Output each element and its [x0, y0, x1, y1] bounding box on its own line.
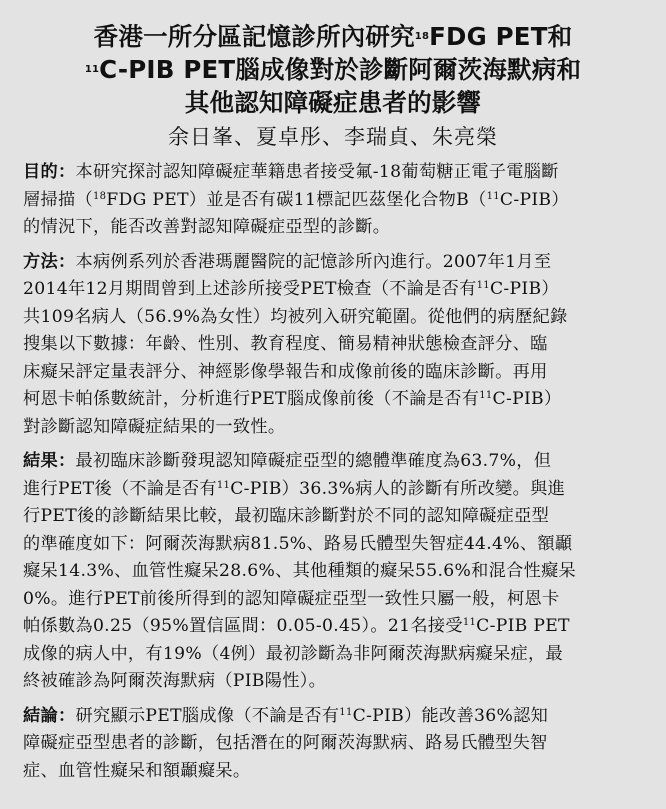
- conclusion-section: [23, 703, 643, 786]
- superscript: 18: [92, 190, 107, 202]
- results-text: 0%。進行PET前後所得到的認知障礙症亞型一致性只屬一般，柯恩卡: [23, 588, 560, 609]
- superscript: 11: [476, 280, 490, 291]
- results-label: 結果：: [23, 451, 76, 471]
- results-section: [23, 448, 643, 696]
- methods-text: 搜集以下數據：年齡、性別、教育程度、簡易精神狀態檢查評分、臨: [23, 334, 548, 354]
- title-text: 香港一所分區記憶診所內研究: [93, 22, 415, 51]
- methods-text: 床癡呆評定量表評分、神經影像學報告和成像前後的臨床診斷。再用: [23, 361, 548, 382]
- objective-text: 層掃描（: [23, 189, 93, 210]
- results-text: 最初臨床診斷發現認知障礙症亞型的總體準確度為63.7%，但: [75, 451, 552, 471]
- objective-label: 目的：: [23, 162, 76, 182]
- results-text: 進行PET後（不論是否有: [23, 478, 217, 499]
- methods-text: C-PIB）: [489, 279, 559, 299]
- paper-title: [23, 20, 643, 119]
- objective-section: [23, 159, 643, 242]
- title-superscript: 18: [414, 31, 430, 42]
- objective-text: FDG PET）並是否有碳11標記匹茲堡化合物B（: [106, 189, 487, 210]
- conclusion-label: 結論：: [23, 705, 76, 726]
- objective-text: C-PIB）: [499, 189, 569, 210]
- superscript: 11: [479, 390, 493, 401]
- results-text: 的準確度如下：阿爾茨海默病81.5%、路易氏體型失智症44.4%、額顳: [23, 533, 573, 554]
- title-text: C-PIB PET腦成像對於診斷阿爾茨海默病和: [99, 55, 582, 84]
- methods-text: 柯恩卡帕係數統計，分析進行PET腦成像前後（不論是否有: [23, 389, 480, 409]
- results-text: 終被確診為阿爾茨海默病（PIB陽性）。: [23, 671, 327, 691]
- methods-section: [23, 249, 643, 442]
- title-superscript: 11: [84, 64, 100, 75]
- title-text: FDG PET和: [429, 22, 573, 51]
- methods-text: 本病例系列於香港瑪麗醫院的記憶診所內進行。2007年1月至: [75, 251, 552, 272]
- results-text: 帕係數為0.25（95%置信區間：0.05-0.45）。21名接受: [23, 616, 463, 636]
- methods-text: 對診斷認知障礙症結果的一致性。: [23, 416, 286, 437]
- superscript: 11: [462, 617, 477, 628]
- results-text: C-PIB PET: [476, 616, 570, 636]
- methods-text: 共109名病人（56.9%為女性）均被列入研究範圍。從他們的病歷紀錄: [23, 306, 568, 327]
- conclusion-text: C-PIB）能改善36%認知: [352, 705, 549, 726]
- conclusion-text: 症、血管性癡呆和額顳癡呆。: [23, 760, 251, 781]
- title-line-2: [23, 53, 643, 86]
- author-list: 余日峯、夏卓彤、李瑞貞、朱亮榮: [168, 125, 498, 149]
- results-text: 成像的病人中，有19%（4例）最初診斷為非阿爾茨海默病癡呆症，最: [23, 643, 563, 664]
- conclusion-text: 障礙症亞型患者的診斷，包括潛在的阿爾茨海默病、路易氏體型失智: [23, 733, 548, 753]
- superscript: 11: [216, 479, 231, 491]
- methods-text: C-PIB）: [492, 389, 562, 409]
- methods-label: 方法：: [23, 251, 76, 272]
- objective-text: 的情況下，能否改善對認知障礙症亞型的診斷。: [23, 217, 391, 237]
- title-line-3: 其他認知障礙症患者的影響: [184, 88, 482, 117]
- superscript: 11: [486, 190, 500, 202]
- methods-text: 2014年12月期間曾到上述診所接受PET檢查（不論是否有: [23, 279, 477, 299]
- superscript: 11: [339, 706, 353, 718]
- title-line-1: [23, 20, 643, 53]
- conclusion-text: 研究顯示PET腦成像（不論是否有: [75, 705, 340, 726]
- results-text: 癡呆14.3%、血管性癡呆28.6%、其他種類的癡呆55.6%和混合性癡呆: [23, 561, 577, 581]
- results-text: 行PET後的診斷結果比較，最初臨床診斷對於不同的認知障礙症亞型: [23, 506, 550, 526]
- results-text: C-PIB）36.3%病人的診斷有所改變。與進: [230, 478, 566, 499]
- objective-text: 本研究探討認知障礙症華籍患者接受氟-18葡萄糖正電子電腦斷: [75, 162, 559, 182]
